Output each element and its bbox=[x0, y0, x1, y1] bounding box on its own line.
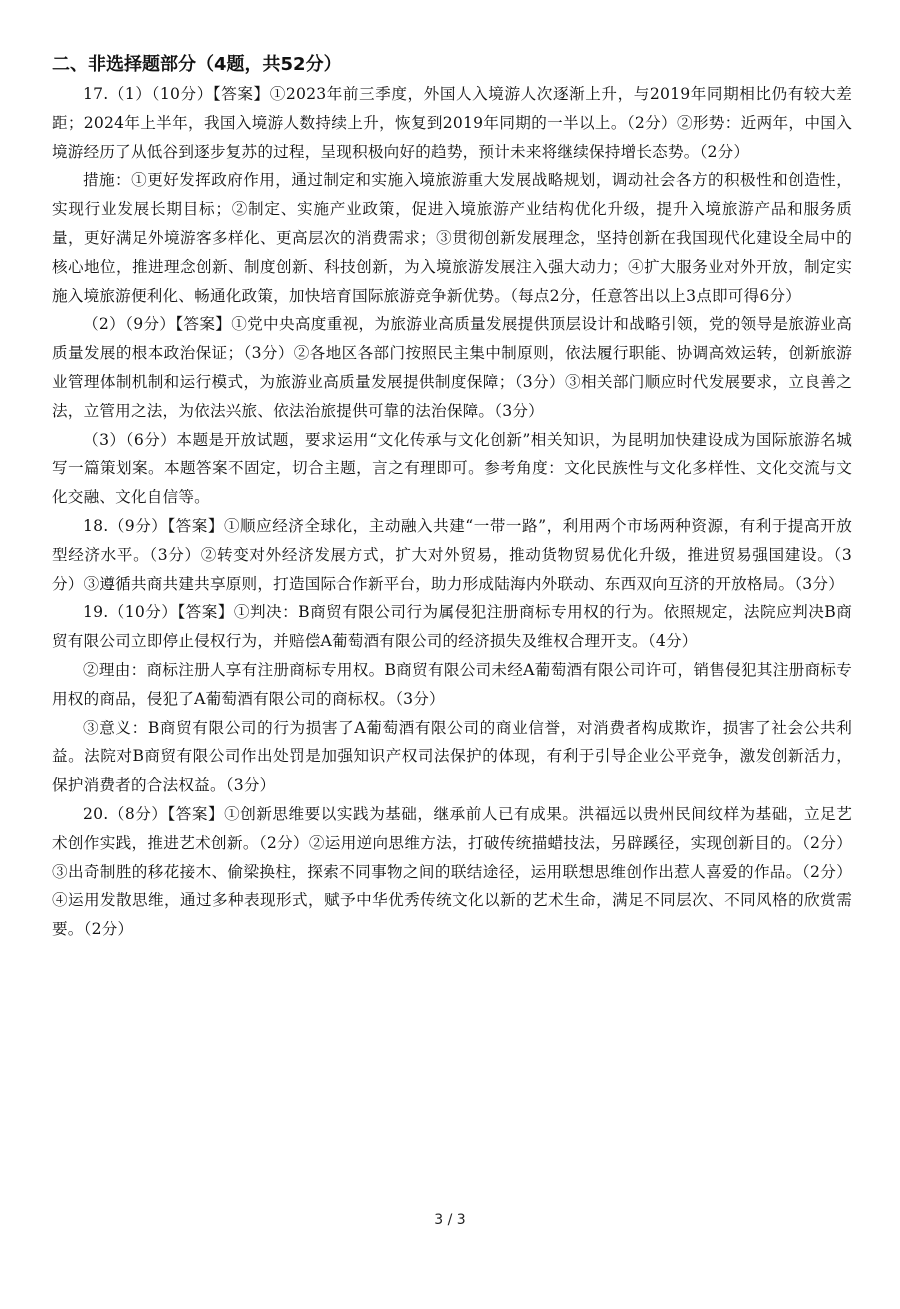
q17-part1-answer: 17.（1）（10分）【答案】①2023年前三季度，外国人入境游人次逐渐上升，与2019年同期相比仍有较大差距；2024年上半年，我国入境游人数持续上升，恢复到2019年同期的一半以上。（2分）②形势：近两年，中国入境游经历了从低谷到逐步复苏的过程，呈现积极向好的趋势，预计未来将继续保持增长态势。（2分） bbox=[52, 85, 852, 161]
q17-part1-measures: 措施：①更好发挥政府作用，通过制定和实施入境旅游重大发展战略规划，调动社会各方的积极性和创造性，实现行业发展长期目标；②制定、实施产业政策，促进入境旅游产业结构优化升级，提升入境旅游产品和服务质量，更好满足外境游客多样化、更高层次的消费需求；③贯彻创新发展理念，坚持创新在我国现代化建设全局中的核心地位，推进理念创新、制度创新、科技创新，为入境旅游发展注入强大动力；④扩大服务业对外开放，制定实施入境旅游便利化、畅通化政策，加快培育国际旅游竞争新优势。（每点2分，任意答出以上3点即可得6分） bbox=[52, 171, 852, 305]
q17-part2-answer: （2）（9分）【答案】①党中央高度重视，为旅游业高质量发展提供顶层设计和战略引领，党的领导是旅游业高质量发展的根本政治保证；（3分）②各地区各部门按照民主集中制原则，依法履行职能、协调高效运转，创新旅游业管理体制机制和运行模式，为旅游业高质量发展提供制度保障；（3分）③相关部门顺应时代发展要求，立良善之法，立管用之法，为依法兴旅、依法治旅提供可靠的法治保障。（3分） bbox=[52, 315, 852, 420]
answer-document bbox=[52, 52, 852, 944]
q18-answer: 18.（9分）【答案】①顺应经济全球化，主动融入共建“一带一路”，利用两个市场两种资源，有利于提高开放型经济水平。（3分）②转变对外经济发展方式，扩大对外贸易，推动货物贸易优化升级，推进贸易强国建设。（3分）③遵循共商共建共享原则，打造国际合作新平台，助力形成陆海内外联动、东西双向互济的开放格局。（3分） bbox=[52, 516, 852, 593]
q19-reason: ②理由：商标注册人享有注册商标专用权。B商贸有限公司未经A葡萄酒有限公司许可，销售侵犯其注册商标专用权的商品，侵犯了A葡萄酒有限公司的商标权。（3分） bbox=[52, 660, 852, 708]
q20-answer: 20.（8分）【答案】①创新思维要以实践为基础，继承前人已有成果。洪福远以贵州民间纹样为基础，立足艺术创作实践，推进艺术创新。（2分）②运用逆向思维方法，打破传统描蜡技法，另辟蹊径，实现创新目的。（2分）③出奇制胜的移花接木、偷梁换柱，探索不同事物之间的联结途径，运用联想思维创作出惹人喜爱的作品。（2分）④运用发散思维，通过多种表现形式，赋予中华优秀传统文化以新的艺术生命，满足不同层次、不同风格的欣赏需要。（2分） bbox=[52, 804, 852, 939]
q17-part3-answer: （3）（6分）本题是开放试题，要求运用“文化传承与文化创新”相关知识，为昆明加快建设成为国际旅游名城写一篇策划案。本题答案不固定，切合主题，言之有理即可。参考角度：文化民族性与文化多样性、文化交流与文化交融、文化自信等。 bbox=[52, 430, 852, 507]
q19-significance: ③意义：B商贸有限公司的行为损害了A葡萄酒有限公司的商业信誉，对消费者构成欺诈，损害了社会公共利益。法院对B商贸有限公司作出处罚是加强知识产权司法保护的体现，有利于引导企业公平竞争，激发创新活力，保护消费者的合法权益。（3分） bbox=[52, 718, 852, 795]
page-number: 3 / 3 bbox=[434, 1212, 466, 1228]
q19-judgment: 19.（10分）【答案】①判决：B商贸有限公司行为属侵犯注册商标专用权的行为。依照规定，法院应判决B商贸有限公司立即停止侵权行为，并赔偿A葡萄酒有限公司的经济损失及维权合理开支。（4分） bbox=[52, 603, 852, 651]
section-title: 二、非选择题部分（4题，共52分） bbox=[52, 54, 342, 75]
